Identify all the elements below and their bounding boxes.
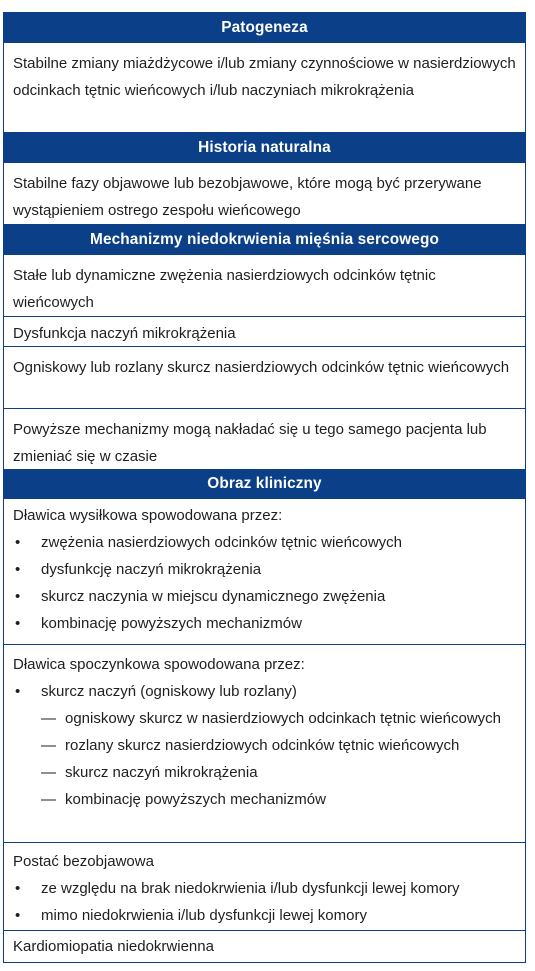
list-item [13,875,517,902]
list-item-text: kombinację powyższych mechanizmów [41,615,302,632]
cell-intro: Dławica spoczynkowa spowodowana przez: [13,656,305,673]
cell-patogeneza [4,43,525,132]
cell-dlawica-wysilkowa [4,499,525,644]
bullet-marker: • [15,534,21,551]
dash-marker: — [41,710,56,727]
cell-text: Stabilne zmiany miażdżycowe i/lub zmiany czynnościowe w nasierdziowych odcinkach tętnic wieńcowych i/lub naczyniach mikrokrążenia [13,55,516,99]
clinical-table [3,12,526,963]
cell-intro: Dławica wysiłkowa spowodowana przez: [13,507,283,524]
bullet-marker: • [15,615,21,632]
list-item-text: skurcz naczyń (ogniskowy lub rozlany) [41,683,297,700]
bullet-marker: • [15,907,21,924]
heading-text: Patogeneza [221,19,308,36]
sub-list-item-text: ogniskowy skurcz w nasierdziowych odcinkach tętnic wieńcowych [65,710,502,727]
dash-marker: — [41,764,56,781]
cell-text: Stabilne fazy objawowe lub bezobjawowe, które mogą być przerywane wystąpieniem ostrego zespołu wieńcowego [13,175,482,219]
bullet-marker: • [15,880,21,897]
section-heading-obraz [4,469,525,499]
list-item [13,678,517,705]
list-item-text: dysfunkcję naczyń mikrokrążenia [41,561,262,578]
sub-list-item [13,759,517,786]
sub-list-item-text: kombinację powyższych mechanizmów [65,791,326,808]
cell-text: Ogniskowy lub rozlany skurcz nasierdziowych odcinków tętnic wieńcowych [13,359,510,376]
cell-intro: Postać bezobjawowa [13,853,154,870]
bullet-marker: • [15,561,21,578]
cell-text: Powyższe mechanizmy mogą nakładać się u tego samego pacjenta lub zmieniać się w czasie [13,421,487,465]
bullet-marker: • [15,588,21,605]
sub-list-item-text: skurcz naczyń mikrokrążenia [65,764,258,781]
list-item-text: mimo niedokrwienia i/lub dysfunkcji lewej komory [41,907,367,924]
list-item-text: ze względu na brak niedokrwienia i/lub dysfunkcji lewej komory [41,880,460,897]
sub-list-item [13,732,517,759]
cell-text: Dysfunkcja naczyń mikrokrążenia [13,325,236,342]
cell-mechanizmy-4 [4,408,525,469]
bullet-marker: • [15,683,21,700]
section-heading-historia [4,132,525,163]
sub-list-item-text: rozlany skurcz nasierdziowych odcinków tętnic wieńcowych [65,737,460,754]
section-heading-patogeneza [4,13,525,43]
list-item [13,583,517,610]
list-item-text: skurcz naczynia w miejscu dynamicznego zwężenia [41,588,386,605]
list-item [13,610,517,637]
cell-dlawica-spoczynkowa [4,644,525,842]
cell-mechanizmy-2 [4,316,525,346]
section-heading-mechanizmy [4,224,525,255]
list-item [13,902,517,929]
cell-mechanizmy-1 [4,255,525,316]
list-item [13,556,517,583]
cell-historia [4,163,525,224]
cell-mechanizmy-3 [4,346,525,408]
dash-marker: — [41,791,56,808]
sub-list-item [13,705,517,732]
heading-text: Obraz kliniczny [207,475,322,492]
dash-marker: — [41,737,56,754]
heading-text: Historia naturalna [198,138,331,156]
list-item-text: zwężenia nasierdziowych odcinków tętnic wieńcowych [41,534,403,551]
cell-text: Kardiomiopatia niedokrwienna [13,938,214,955]
sub-list-item [13,786,517,813]
cell-postac-bezobjawowa [4,842,525,930]
heading-text: Mechanizmy niedokrwienia mięśnia sercowego [90,230,439,248]
cell-text: Stałe lub dynamiczne zwężenia nasierdziowych odcinków tętnic wieńcowych [13,267,436,311]
cell-kardiomiopatia [4,930,525,962]
list-item [13,529,517,556]
